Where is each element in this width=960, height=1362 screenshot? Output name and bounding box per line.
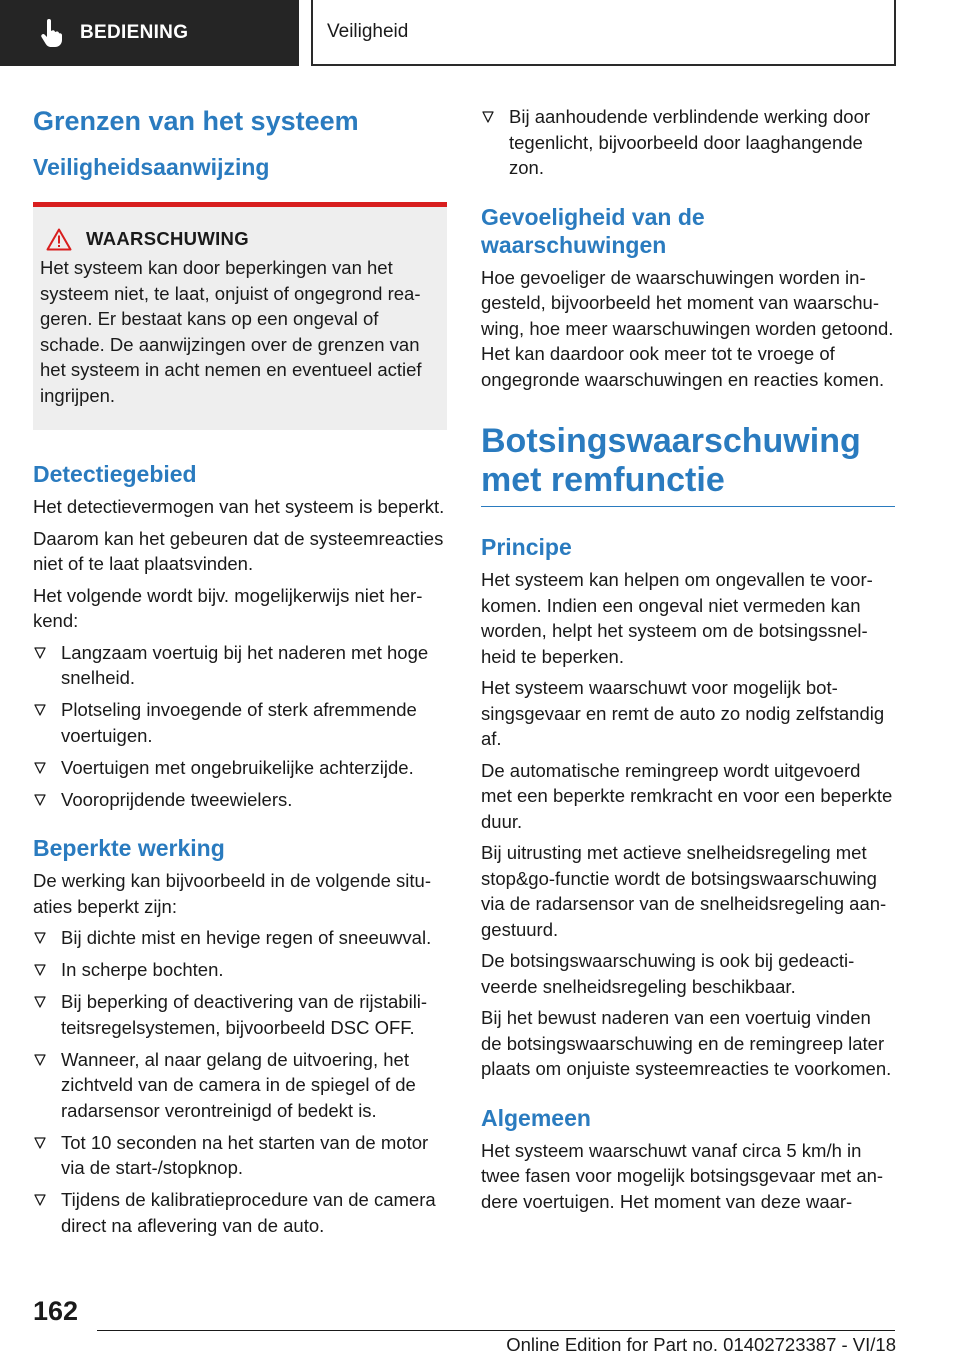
section-subtitle: Veiligheidsaanwijzing: [33, 154, 270, 180]
list-item-text: Bij dichte mist en hevige regen of sneeuwval.: [61, 927, 432, 948]
triangle-bullet-icon: [34, 1054, 46, 1066]
list-item: [481, 104, 895, 181]
warning-box: [33, 202, 447, 430]
triangle-bullet-icon: [34, 704, 46, 716]
main-title: Botsingswaarschuwing met remfunctie: [481, 422, 895, 507]
paragraph: Bij uitrusting met actieve snelheidsregeling met stop&go-functie wordt de botsingswaarschuwing via de radarsensor van de snelheidsregeling aangestuurd.: [481, 842, 887, 940]
warning-header: [40, 227, 439, 251]
edition-info: Online Edition for Part no. 01402723387 - VI/18: [506, 1334, 896, 1355]
paragraph: De werking kan bijvoorbeeld in de volgende situaties beperkt zijn:: [33, 870, 431, 917]
paragraph: De automatische remingreep wordt uitgevoerd met een beperkte remkracht en voor een beperkte duur.: [481, 759, 893, 832]
list-item-text: Wanneer, al naar gelang de uitvoering, het zichtveld van de camera in de spiegel of de radarsensor verontreinigd of bedekt is.: [61, 1048, 416, 1121]
page-number: 162: [33, 1296, 79, 1326]
footer-divider: [97, 1330, 895, 1331]
general-heading: Algemeen: [481, 1104, 591, 1131]
triangle-bullet-icon: [34, 996, 46, 1008]
continued-list: [481, 104, 895, 181]
list-item: [33, 925, 447, 951]
list-item: [33, 989, 447, 1040]
list-item-text: Bij aanhoudende verblindende werking door tegenlicht, bijvoorbeeld door laaghangende zon.: [509, 106, 871, 178]
triangle-bullet-icon: [34, 1194, 46, 1206]
paragraph: Het volgende wordt bijv. mogelijkerwijs niet herkend:: [33, 584, 423, 631]
triangle-bullet-icon: [34, 932, 46, 944]
right-column: [481, 96, 895, 1214]
paragraph: Het systeem waarschuwt vanaf circa 5 km/h in twee fasen voor mogelijk botsingsgevaar met andere voertuigen. Het moment van deze waar-: [481, 1139, 884, 1212]
warning-title: WAARSCHUWING: [86, 228, 249, 249]
list-item-text: Langzaam voertuig bij het naderen met hoge snelheid.: [61, 641, 429, 688]
subsection-label: Veiligheid: [327, 21, 409, 42]
triangle-bullet-icon: [34, 762, 46, 774]
triangle-bullet-icon: [34, 964, 46, 976]
left-column: [33, 96, 447, 1245]
list-item-text: Plotseling invoegende of sterk afremmende voertuigen.: [61, 699, 417, 746]
section-title: Grenzen van het systeem: [33, 106, 359, 136]
paragraph: Het detectievermogen van het systeem is beperkt.: [33, 496, 445, 517]
list-item: [33, 1130, 447, 1181]
section-label: BEDIENING: [80, 22, 189, 43]
triangle-bullet-icon: [34, 1137, 46, 1149]
list-item: [33, 1047, 447, 1124]
list-item-text: Tijdens de kalibratieprocedure van de camera direct na aflevering van de auto.: [61, 1189, 436, 1236]
sensitivity-heading: Gevoeligheid van de waarschuwingen: [481, 203, 705, 258]
principle-heading: Principe: [481, 534, 572, 560]
list-item-text: Vooroprijdende tweewielers.: [61, 788, 293, 810]
list-item: [33, 787, 447, 813]
triangle-bullet-icon: [482, 111, 494, 123]
paragraph: Hoe gevoeliger de waarschuwingen worden ingesteld, bijvoorbeeld het moment van waarschuwing, hoe meer waarschuwingen worden getoond. Het kan daardoor ook meer tot te vroege of ongegronde waarschuwingen en reacties komen.: [481, 266, 894, 390]
paragraph: De botsingswaarschuwing is ook bij gedeactiveerde snelheidsregeling beschikbaar.: [481, 950, 855, 997]
section-tab[interactable]: [0, 0, 299, 66]
list-item-text: Tot 10 seconden na het starten van de motor via de start-/stopknop.: [61, 1131, 429, 1178]
list-item: [33, 1187, 447, 1238]
list-item: [33, 957, 447, 983]
warning-triangle-icon: [46, 227, 72, 251]
paragraph: Het systeem waarschuwt voor mogelijk botsingsgevaar en remt de auto zo nodig zelfstandig af.: [481, 677, 885, 749]
subsection-tab[interactable]: [311, 0, 896, 66]
list-item-text: In scherpe bochten.: [61, 959, 224, 980]
hand-pointer-icon: [36, 18, 66, 48]
list-item-text: Voertuigen met ongebruikelijke achterzijde.: [61, 756, 414, 778]
paragraph: Daarom kan het gebeuren dat de systeemreacties niet of te laat plaatsvinden.: [33, 527, 444, 574]
paragraph: Bij het bewust naderen van een voertuig vinden de botsingswaarschuwing en de remingreep later plaats om onjuiste systeemreacties te voorkomen.: [481, 1007, 892, 1079]
page-header: [0, 0, 960, 66]
list-item: [33, 697, 447, 748]
detection-heading: Detectiegebied: [33, 461, 197, 487]
paragraph: Het systeem kan helpen om ongevallen te voorkomen. Indien een ongeval niet vermeden kan worden, helpt het systeem om de botsingssnelheid te beperken.: [481, 569, 873, 667]
list-item: [33, 755, 447, 781]
warning-text: Het systeem kan door beperkingen van het systeem niet, te laat, onjuist of ongegrond reageren. Er bestaat kans op een ongeval of schade. De aanwijzingen over de grenzen van het systeem in acht nemen en eventueel actief ingrijpen.: [40, 257, 422, 406]
list-item: [33, 640, 447, 691]
triangle-bullet-icon: [34, 794, 46, 806]
limited-list: [33, 925, 447, 1238]
list-item-text: Bij beperking of deactivering van de rijstabiliteitsregelsystemen, bijvoorbeeld DSC OFF.: [61, 991, 428, 1038]
limited-heading: Beperkte werking: [33, 835, 225, 861]
triangle-bullet-icon: [34, 647, 46, 659]
detection-list: [33, 640, 447, 813]
